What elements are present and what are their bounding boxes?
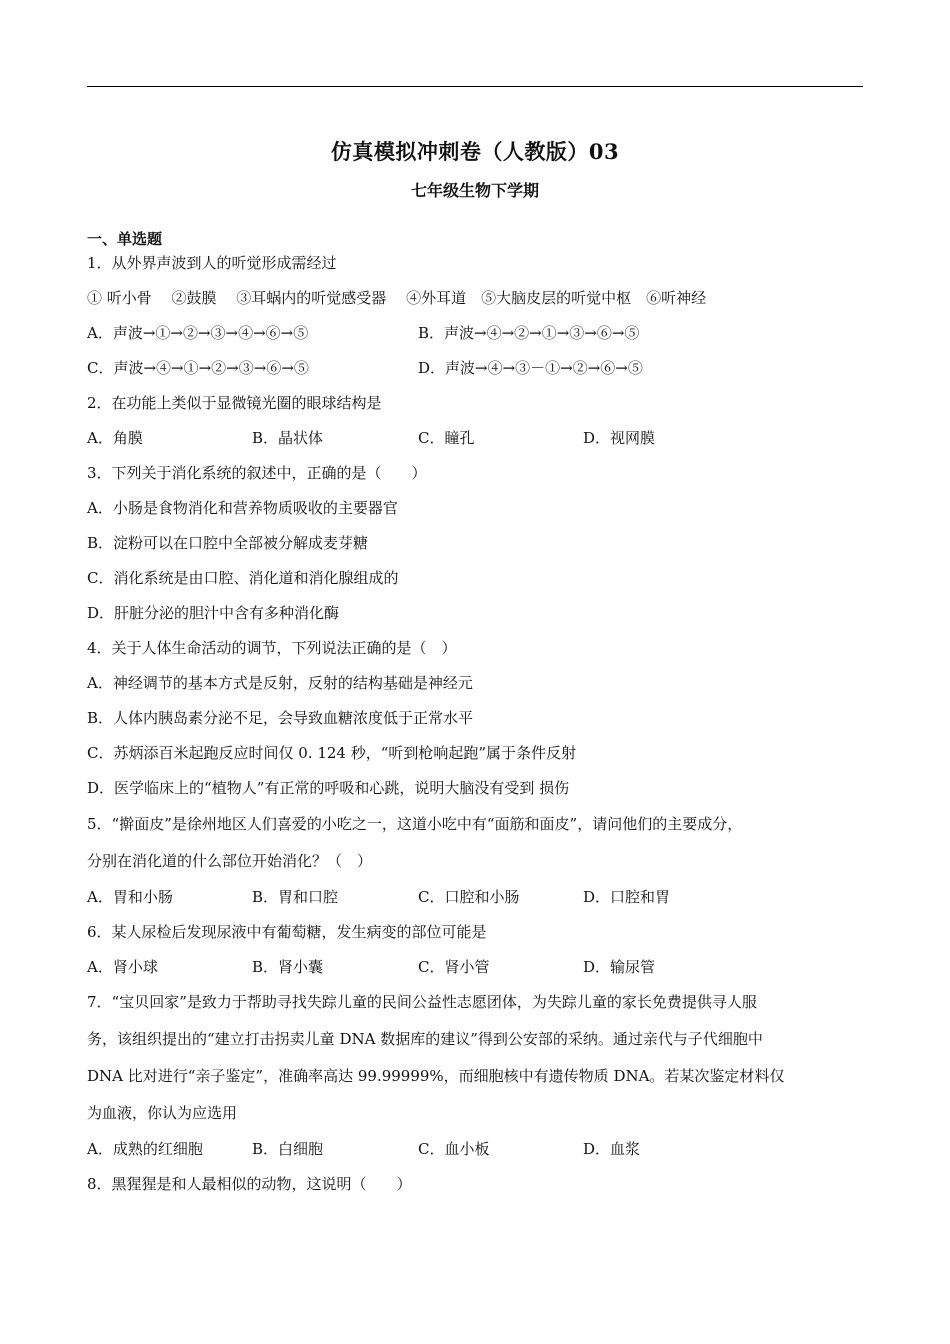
question-2-option-a: A．角膜 (87, 429, 143, 447)
question-7-stem-line-1: 7．“宝贝回家”是致力于帮助寻找失踪儿童的民间公益性志愿团体，为失踪儿童的家长免费提供寻人服 (87, 993, 757, 1011)
question-3-option-a: A．小肠是食物消化和营养物质吸收的主要器官 (87, 499, 398, 517)
question-1-option-d: D．声波→④→③－①→②→⑥→⑤ (418, 359, 643, 377)
question-5-option-a: A．胃和小肠 (87, 888, 173, 906)
question-1-items: ① 听小骨 ②鼓膜 ③耳蜗内的听觉感受器 ④外耳道 ⑤大脑皮层的听觉中枢 ⑥听神经 (87, 289, 707, 307)
question-7-option-b: B．白细胞 (252, 1140, 324, 1158)
question-4-stem: 4．关于人体生命活动的调节，下列说法正确的是（ ） (87, 639, 457, 657)
section-heading: 一、单选题 (87, 230, 163, 248)
question-1-option-b: B．声波→④→②→①→③→⑥→⑤ (418, 324, 640, 342)
question-3-option-d: D．肝脏分泌的胆汁中含有多种消化酶 (87, 604, 340, 622)
page-title: 仿真模拟冲刺卷（人教版）03 (330, 139, 620, 164)
question-6-stem: 6．某人尿检后发现尿液中有葡萄糖，发生病变的部位可能是 (87, 923, 487, 941)
question-6-option-d: D．输尿管 (583, 958, 656, 976)
question-3-option-b: B．淀粉可以在口腔中全部被分解成麦芽糖 (87, 534, 369, 552)
question-1-stem: 1．从外界声波到人的听觉形成需经过 (87, 254, 337, 272)
question-7-option-c: C．血小板 (418, 1140, 490, 1158)
question-5-stem-line-2: 分别在消化道的什么部位开始消化？（ ） (87, 852, 373, 870)
question-7-stem-line-4: 为血液，你认为应选用 (87, 1104, 238, 1122)
question-5-option-c: C．口腔和小肠 (418, 888, 520, 906)
question-7-stem-line-2: 务，该组织提出的“建立打击拐卖儿童 DNA 数据库的建议”得到公安部的采纳。通过亲代与子代细胞中 (87, 1030, 763, 1048)
question-3-option-c: C．消化系统是由口腔、消化道和消化腺组成的 (87, 569, 399, 587)
question-2-option-d: D．视网膜 (583, 429, 656, 447)
question-4-option-d: D．医学临床上的“植物人”有正常的呼吸和心跳，说明大脑没有受到 损伤 (87, 779, 570, 797)
question-6-option-a: A．肾小球 (87, 958, 158, 976)
question-2-option-c: C．瞳孔 (418, 429, 475, 447)
question-1-option-c: C．声波→④→①→②→③→⑥→⑤ (87, 359, 309, 377)
question-4-option-c: C．苏炳添百米起跑反应时间仅 0. 124 秒，“听到枪响起跑”属于条件反射 (87, 744, 577, 762)
question-8-stem: 8．黑猩猩是和人最相似的动物，这说明（ ） (87, 1175, 412, 1193)
question-7-stem-line-3: DNA 比对进行“亲子鉴定”，准确率高达 99.99999%，而细胞核中有遗传物质 DNA。若某次鉴定材料仅 (87, 1067, 785, 1085)
question-5-stem-line-1: 5．“擀面皮”是徐州地区人们喜爱的小吃之一，这道小吃中有“面筋和面皮”，请问他们的主要成分， (87, 815, 743, 833)
question-1-option-a: A．声波→①→②→③→④→⑥→⑤ (87, 324, 309, 342)
question-3-stem: 3．下列关于消化系统的叙述中，正确的是（ ） (87, 464, 427, 482)
question-6-option-c: C．肾小管 (418, 958, 490, 976)
question-7-option-a: A．成熟的红细胞 (87, 1140, 203, 1158)
question-7-option-d: D．血浆 (583, 1140, 641, 1158)
question-2-stem: 2．在功能上类似于显微镜光圈的眼球结构是 (87, 394, 382, 412)
question-5-option-d: D．口腔和胃 (583, 888, 671, 906)
question-4-option-a: A．神经调节的基本方式是反射，反射的结构基础是神经元 (87, 674, 473, 692)
question-2-option-b: B．晶状体 (252, 429, 324, 447)
question-4-option-b: B．人体内胰岛素分泌不足，会导致血糖浓度低于正常水平 (87, 709, 474, 727)
question-5-option-b: B．胃和口腔 (252, 888, 339, 906)
page-subtitle: 七年级生物下学期 (410, 181, 539, 200)
header-rule (87, 86, 863, 87)
question-6-option-b: B．肾小囊 (252, 958, 324, 976)
